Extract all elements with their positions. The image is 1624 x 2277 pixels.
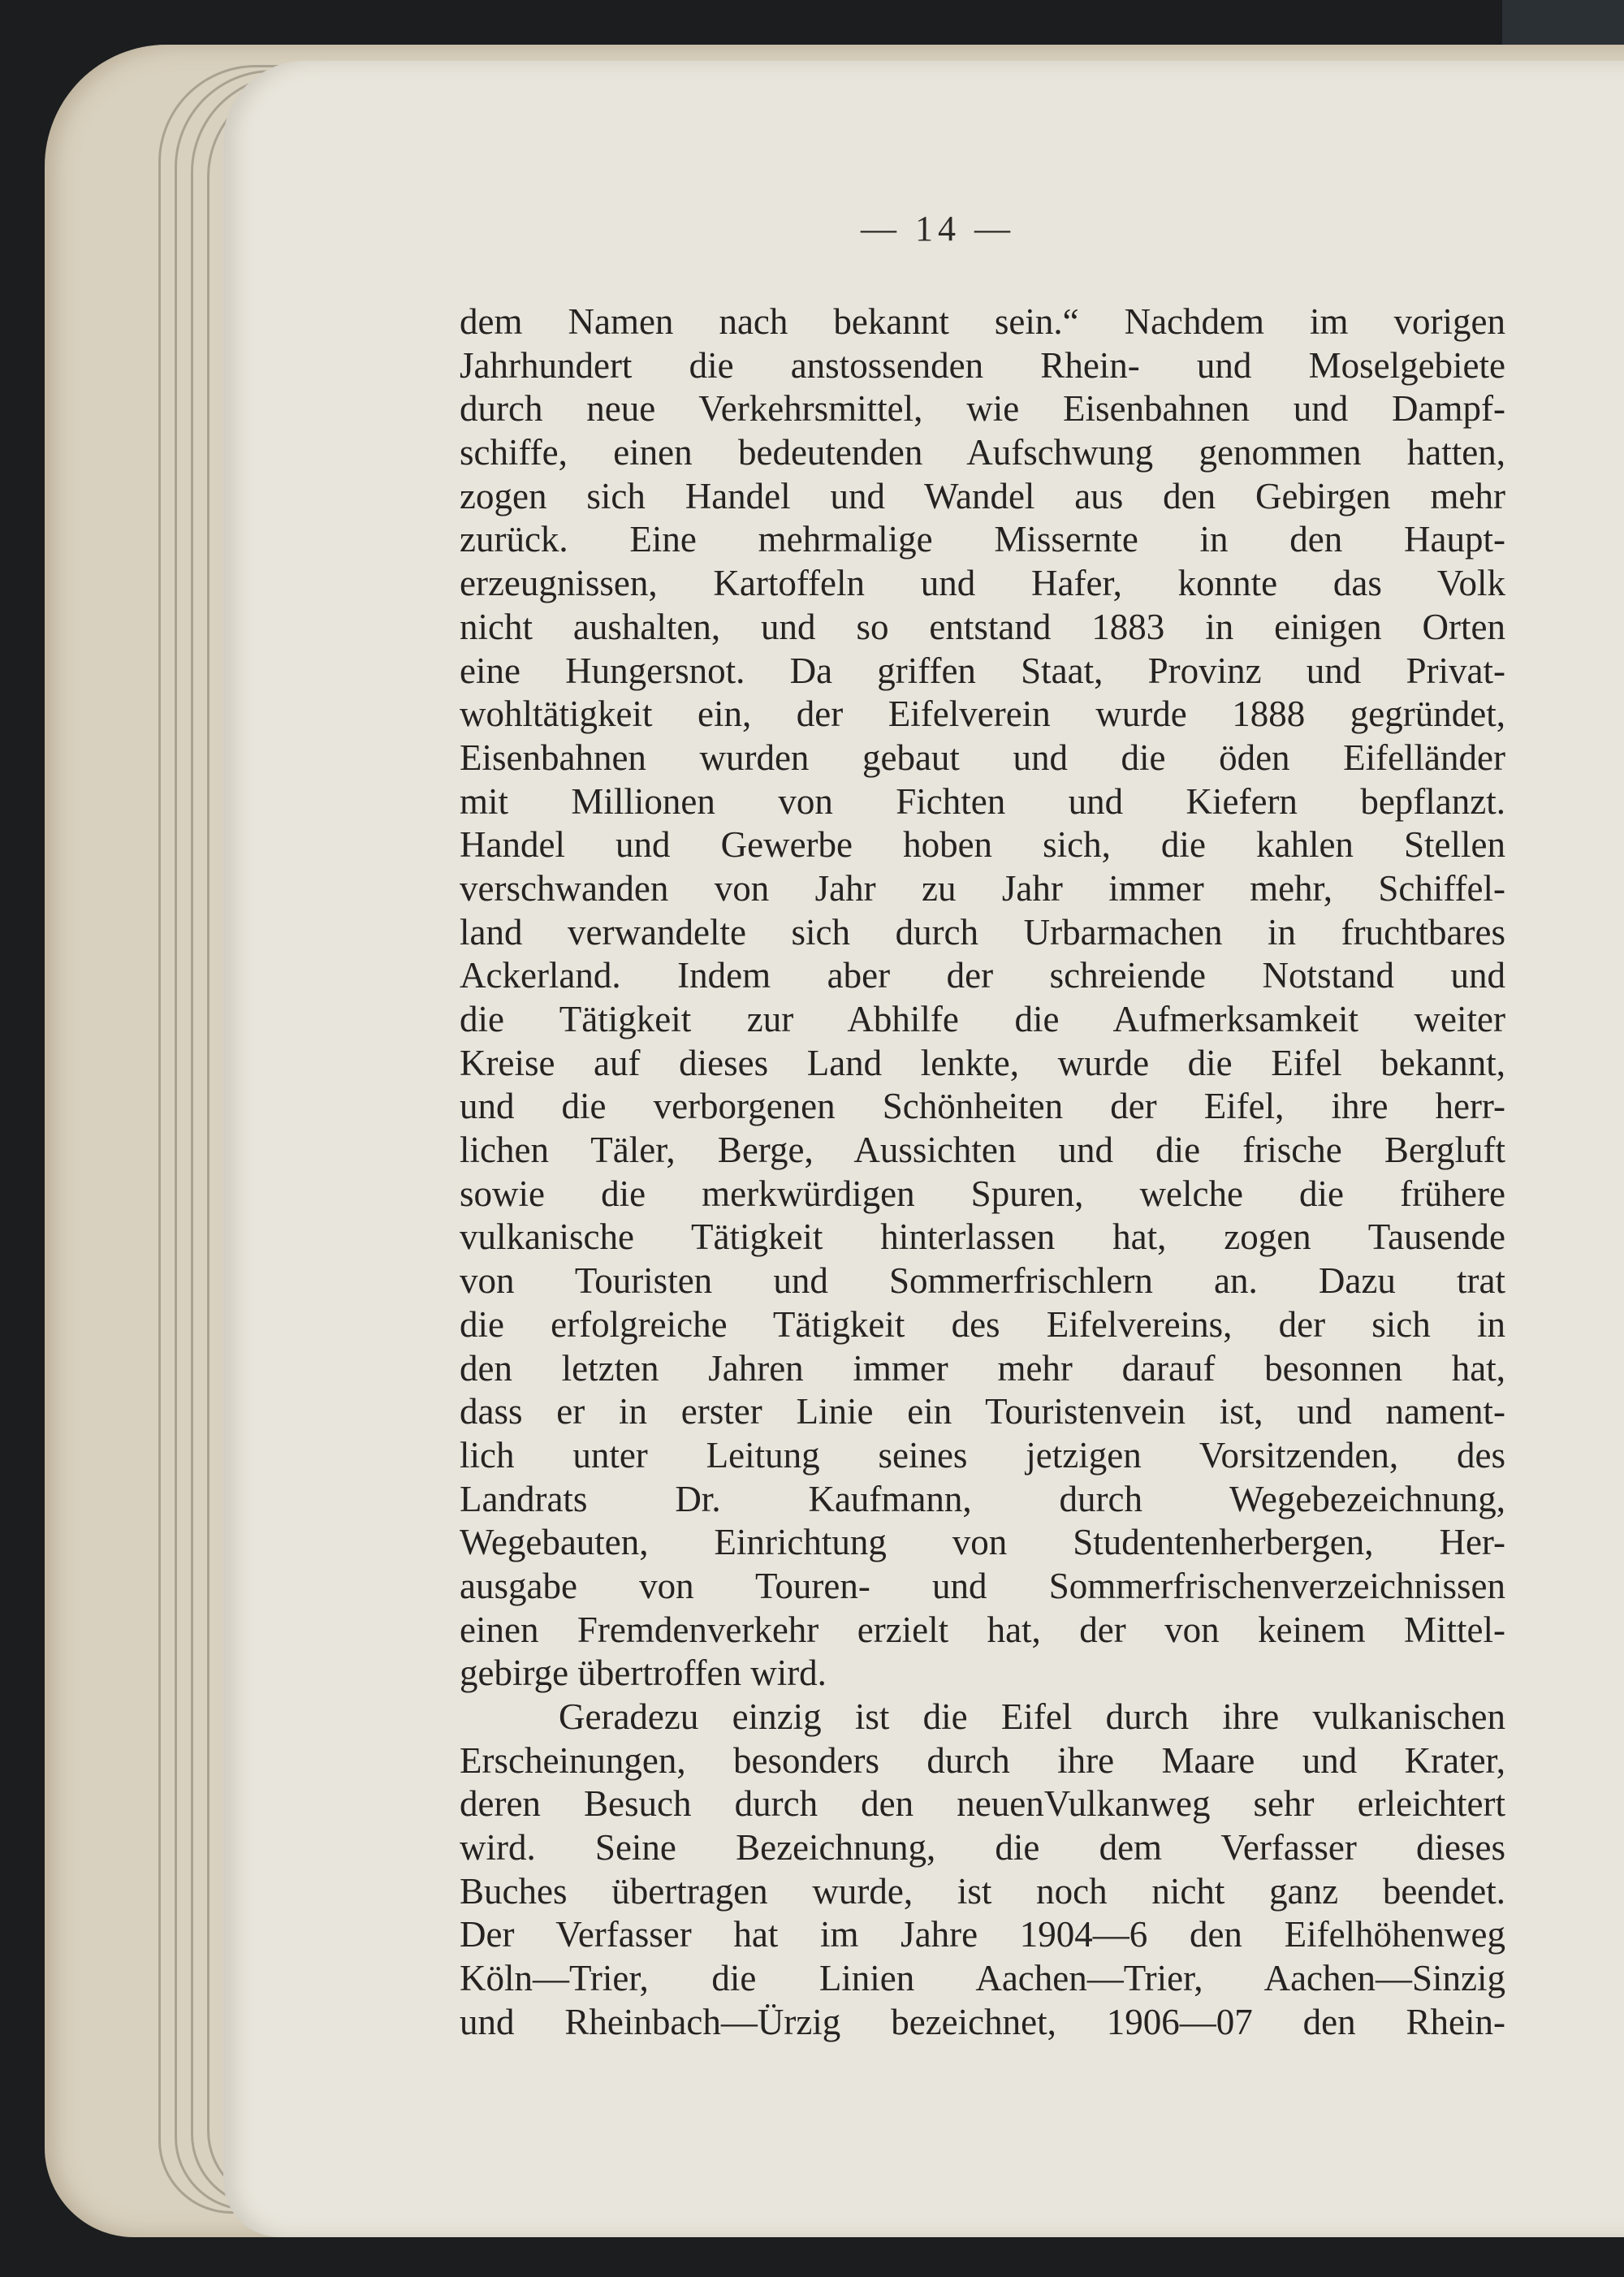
text-line: verschwanden von Jahr zu Jahr immer mehr, Schiffel- [460,867,1505,909]
text-line: dass er in erster Linie ein Touristenvein ist, und nament- [460,1391,1505,1432]
text-line: dem Namen nach bekannt sein.“ Nachdem im vorigen [460,301,1505,342]
body-text [460,300,1505,2045]
page-number: — 14 — [861,209,1015,248]
text-line: Geradezu einzig ist die Eifel durch ihre vulkanischen [559,1696,1505,1737]
text-line: den letzten Jahren immer mehr darauf besonnen hat, [460,1347,1505,1389]
text-line: Kreise auf dieses Land lenkte, wurde die Eifel bekannt, [460,1042,1505,1083]
text-line: Jahrhundert die anstossenden Rhein- und Moselgebiete [460,344,1505,386]
text-line: einen Fremdenverkehr erzielt hat, der von keinem Mittel- [460,1609,1505,1650]
text-line: Buches übertragen wurde, ist noch nicht ganz beendet. [460,1870,1505,1912]
text-line: zogen sich Handel und Wandel aus den Gebirgen mehr [460,475,1505,516]
text-line: Der Verfasser hat im Jahre 1904—6 den Eifelhöhenweg [460,1914,1505,1955]
text-line: zurück. Eine mehrmalige Missernte in den Haupt- [460,519,1505,560]
text-line: wird. Seine Bezeichnung, die dem Verfasser dieses [460,1827,1505,1869]
text-line: die Tätigkeit zur Abhilfe die Aufmerksamkeit weiter [460,999,1505,1039]
text-line: erzeugnissen, Kartoffeln und Hafer, konnte das Volk [460,563,1505,604]
text-line: durch neue Verkehrsmittel, wie Eisenbahnen und Dampf- [460,388,1505,430]
text-line: die erfolgreiche Tätigkeit des Eifelvereins, der sich in [460,1303,1505,1345]
text-line: und die verborgenen Schönheiten der Eifel, ihre herr- [460,1086,1505,1127]
text-line: Eisenbahnen wurden gebaut und die öden Eifelländer [460,737,1505,778]
text-line: gebirge übertroffen wird. [460,1653,827,1694]
text-line: von Touristen und Sommerfrischlern an. Dazu trat [460,1260,1505,1302]
text-line: lich unter Leitung seines jetzigen Vorsitzenden, des [460,1434,1505,1476]
text-line: nicht aushalten, und so entstand 1883 in einigen Orten [460,606,1505,647]
text-line: Handel und Gewerbe hoben sich, die kahlen Stellen [460,824,1505,866]
text-line: Wegebauten, Einrichtung von Studentenherbergen, Her- [460,1522,1505,1563]
text-line: Landrats Dr. Kaufmann, durch Wegebezeichnung, [460,1478,1505,1519]
text-line: Erscheinungen, besonders durch ihre Maare und Krater, [460,1739,1505,1781]
text-line: und Rheinbach—Ürzig bezeichnet, 1906—07 den Rhein- [460,2001,1505,2042]
text-line: Ackerland. Indem aber der schreiende Notstand und [460,955,1505,996]
text-line: lichen Täler, Berge, Aussichten und die frische Bergluft [460,1130,1505,1171]
text-line: mit Millionen von Fichten und Kiefern bepflanzt. [460,780,1505,822]
text-line: eine Hungersnot. Da griffen Staat, Provinz und Privat- [460,650,1505,691]
text-line: vulkanische Tätigkeit hinterlassen hat, zogen Tausende [460,1216,1505,1258]
text-line: Köln—Trier, die Linien Aachen—Trier, Aachen—Sinzig [460,1958,1505,1999]
text-line: deren Besuch durch den neuenVulkanweg sehr erleichtert [460,1783,1505,1825]
text-line: schiffe, einen bedeutenden Aufschwung genommen hatten, [460,432,1505,473]
text-line: land verwandelte sich durch Urbarmachen in fruchtbares [460,911,1505,953]
text-line: ausgabe von Touren- und Sommerfrischenverzeichnissen [460,1565,1505,1606]
text-line: sowie die merkwürdigen Spuren, welche die frühere [460,1173,1505,1214]
text-line: wohltätigkeit ein, der Eifelverein wurde 1888 gegründet, [460,693,1505,735]
